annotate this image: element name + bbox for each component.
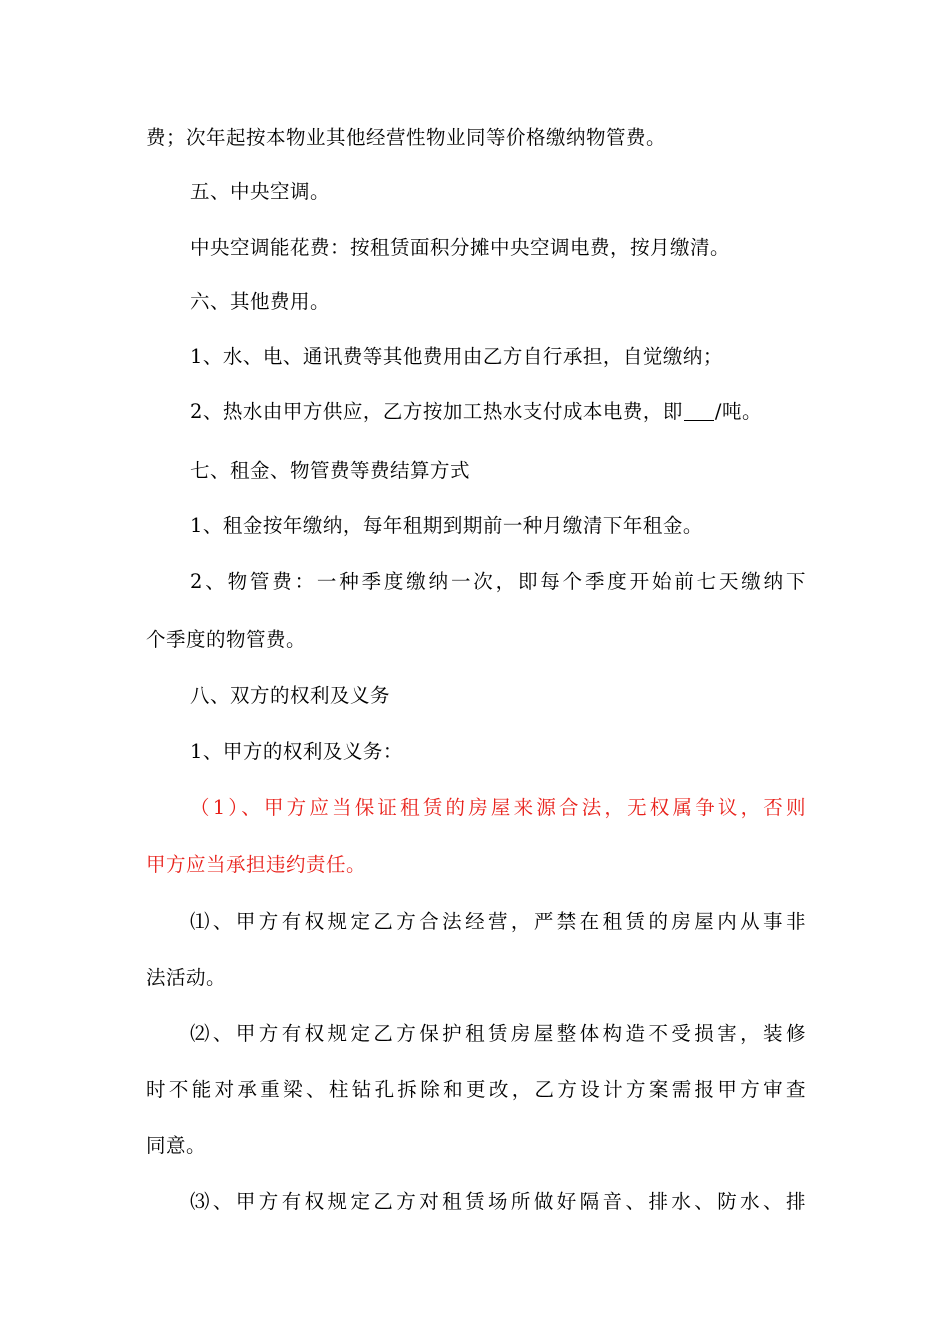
section-heading: 八、双方的权利及义务 bbox=[190, 684, 391, 707]
section-heading: 六、其他费用。 bbox=[190, 290, 331, 313]
section-heading: 七、租金、物管费等费结算方式 bbox=[190, 459, 471, 482]
paragraph-line: 1、水、电、通讯费等其他费用由乙方自行承担，自觉缴纳； bbox=[190, 345, 723, 368]
paragraph-line: 1、租金按年缴纳，每年租期到期前一种月缴清下年租金。 bbox=[190, 514, 703, 537]
fill-in-blank bbox=[684, 400, 714, 421]
paragraph-line: ⑴、甲方有权规定乙方合法经营，严禁在租赁的房屋内从事非 bbox=[190, 910, 806, 933]
highlighted-clause: （1）、甲方应当保证租赁的房屋来源合法，无权属争议，否则 bbox=[190, 796, 806, 819]
paragraph-line: ⑵、甲方有权规定乙方保护租赁房屋整体构造不受损害，装修 bbox=[190, 1022, 806, 1045]
paragraph-text: 2、热水由甲方供应，乙方按加工热水支付成本电费，即 bbox=[190, 400, 683, 423]
paragraph-line: 同意。 bbox=[146, 1134, 207, 1157]
section-heading: 五、中央空调。 bbox=[190, 180, 331, 203]
paragraph-line bbox=[190, 396, 806, 428]
paragraph-line: 1、甲方的权利及义务： bbox=[190, 740, 403, 763]
paragraph-line: 费；次年起按本物业其他经营性物业同等价格缴纳物管费。 bbox=[146, 126, 667, 149]
paragraph-line: 法活动。 bbox=[146, 966, 227, 989]
paragraph-line: 个季度的物管费。 bbox=[146, 628, 307, 651]
highlighted-clause: 甲方应当承担违约责任。 bbox=[146, 853, 367, 876]
paragraph-line: 中央空调能花费：按租赁面积分摊中央空调电费，按月缴清。 bbox=[190, 236, 731, 259]
paragraph-line: 2、物管费：一种季度缴纳一次，即每个季度开始前七天缴纳下 bbox=[190, 570, 806, 593]
paragraph-line: 时不能对承重梁、柱钻孔拆除和更改，乙方设计方案需报甲方审查 bbox=[146, 1078, 806, 1101]
paragraph-text: /吨。 bbox=[714, 400, 762, 423]
paragraph-line: ⑶、甲方有权规定乙方对租赁场所做好隔音、排水、防水、排 bbox=[190, 1190, 806, 1213]
